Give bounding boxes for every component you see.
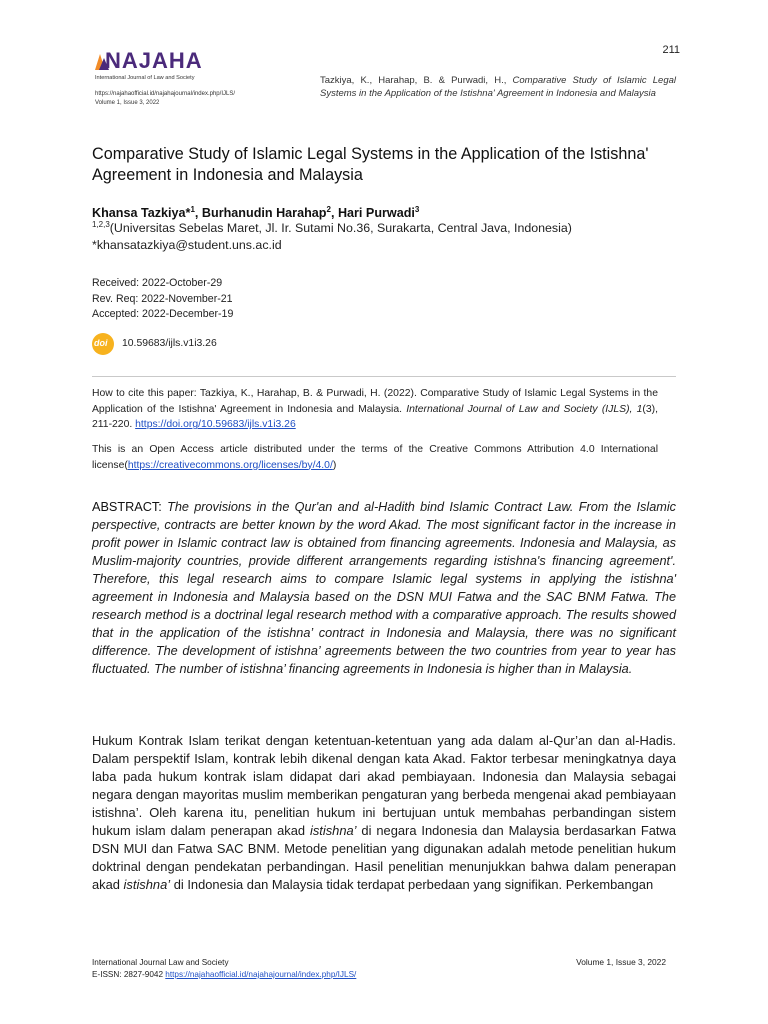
author-list: [92, 206, 419, 220]
journal-url[interactable]: https://najahaofficial.id/najahajournal/index.php/IJLS/: [95, 91, 235, 97]
logo-wordmark: NAJAHA: [105, 48, 203, 73]
abstrak-part-3: di Indonesia dan Malaysia tidak terdapat perbedaan yang signifikan. Perkembangan: [170, 877, 654, 892]
abstrak-italic-1: istishna’: [309, 823, 357, 838]
abstrak-indonesian: [92, 732, 676, 894]
doi-icon: [92, 333, 114, 355]
logo-tagline: International Journal of Law and Society: [95, 75, 195, 81]
license-text: This is an Open Access article distributed under the terms of the Creative Commons Attribution 4.0 International license(: [92, 444, 658, 471]
doi-badge-text: doi: [94, 338, 108, 348]
author-name: Khansa Tazkiya*: [92, 206, 191, 220]
footer-url-link[interactable]: https://najahaofficial.id/najahajournal/index.php/IJLS/: [165, 970, 357, 979]
abstrak-italic-2: istishna’: [123, 877, 171, 892]
author-sup: 2: [326, 204, 331, 214]
footer-volume-issue: Volume 1, Issue 3, 2022: [576, 957, 666, 967]
article-dates: [92, 276, 233, 323]
license-link[interactable]: https://creativecommons.org/licenses/by/4.0/: [127, 459, 333, 471]
footer-journal-name: International Journal Law and Society: [92, 958, 229, 967]
footer-eissn-row: [92, 969, 356, 981]
how-to-cite: [92, 386, 658, 433]
abstract: [92, 498, 676, 678]
author-name: Hari Purwadi: [337, 206, 415, 220]
author-separator: ,: [194, 206, 202, 220]
abstrak-part-1: Hukum Kontrak Islam terikat dengan ketentuan-ketentuan yang ada dalam al-Qur’an dan al-Hadis. Dalam perspektif Islam, kontrak lebih dikenal dengan kata Akad. Faktor terbesar meningkatnya daya laba pada hukum kontrak islam didapat dari akad pembiayaan. Indonesia dan Malaysia sebagai negara dengan mayoritas muslim memberikan pengaturan yang berbeda mengenai akad pembiayaan istishna’. Oleh karena itu, penelitian hukum ini bertujuan untuk membahas perbandingan sistem hukum islam dalam penerapan akad: [92, 733, 676, 838]
journal-logo: [93, 50, 263, 84]
footer-eissn: E-ISSN: 2827-9042: [92, 970, 166, 979]
author-separator: ,: [330, 206, 338, 220]
affiliation: [92, 221, 572, 235]
cite-issue-pages: (3), 211-220.: [92, 403, 659, 431]
running-authors: Tazkiya, K., Harahap, B. & Purwadi, H.,: [320, 75, 513, 86]
running-title: Comparative Study of Islamic Legal Systems in the Application of the Istishna' Agreement in Indonesia and Malaysia: [320, 75, 677, 100]
author-name: Burhanudin Harahap: [201, 206, 327, 220]
page-number: 211: [662, 44, 680, 56]
license-close: ): [332, 459, 337, 471]
date-accepted: Accepted: 2022-December-19: [92, 308, 234, 320]
article-title: Comparative Study of Islamic Legal Systems in the Application of the Istishna' Agreement in Indonesia and Malaysia: [92, 145, 649, 184]
date-revised: Rev. Req: 2022-November-21: [92, 292, 233, 305]
section-divider: [92, 376, 676, 377]
cite-doi-link[interactable]: https://doi.org/10.59683/ijls.v1i3.26: [135, 419, 296, 431]
cite-journal: International Journal of Law and Society (IJLS), 1: [406, 403, 643, 415]
abstract-text: The provisions in the Qur'an and al-Hadith bind Islamic Contract Law. From the Islamic perspective, contracts are better known by the word Akad. The most significant factor in the increase in profit power in Islamic contract law is obtained from financing agreements. Indonesia and Malaysia, as Muslim-majority countries, provide different arrangements regarding istishna's financing agreement'. Therefore, this legal research aims to compare Islamic legal systems in applying the istishna' agreement in Indonesia and Malaysia based on the DSN MUI Fatwa and the SAC BNM Fatwa. The research method is a doctrinal legal research method with a comparative approach. The results showed that in the application of the istishna’ contract in Indonesia and Malaysia, there was no significant difference. The development of istishna’ agreements between the two countries from year to year has fluctuated. The number of istishna’ financing agreements in Indonesia is higher than in Malaysia.: [92, 500, 676, 676]
doi-text[interactable]: 10.59683/ijls.v1i3.26: [122, 338, 217, 349]
corresponding-email[interactable]: *khansatazkiya@student.uns.ac.id: [92, 238, 282, 252]
cite-prefix: How to cite this paper: Tazkiya, K., Harahap, B. & Purwadi, H. (2022). Comparative Study of Islamic Legal Systems in the Application of the Istishna' Agreement in Indonesia and Malaysia.: [92, 388, 658, 415]
author-sup: 1: [190, 204, 195, 214]
license-statement: [92, 442, 658, 473]
affiliation-sup: 1,2,3: [92, 219, 110, 229]
running-citation: [320, 74, 676, 101]
author-sup: 3: [414, 204, 420, 214]
footer-journal-info: [92, 957, 356, 981]
journal-volume-issue: Volume 1, Issue 3, 2022: [95, 100, 160, 106]
abstrak-part-2: di negara Indonesia dan Malaysia berdasarkan Fatwa DSN MUI dan Fatwa SAC BNM. Metode penelitian yang digunakan adalah metode penelitian hukum doktrinal dengan pendekatan perbandingan. Hasil penelitian menunjukkan bahwa dalam penerapan akad: [92, 823, 676, 892]
abstract-label: ABSTRACT:: [92, 500, 162, 514]
date-received: Received: 2022-October-29: [92, 277, 223, 289]
affiliation-text: (Universitas Sebelas Maret, Jl. Ir. Sutami No.36, Surakarta, Central Java, Indonesia): [109, 221, 572, 235]
